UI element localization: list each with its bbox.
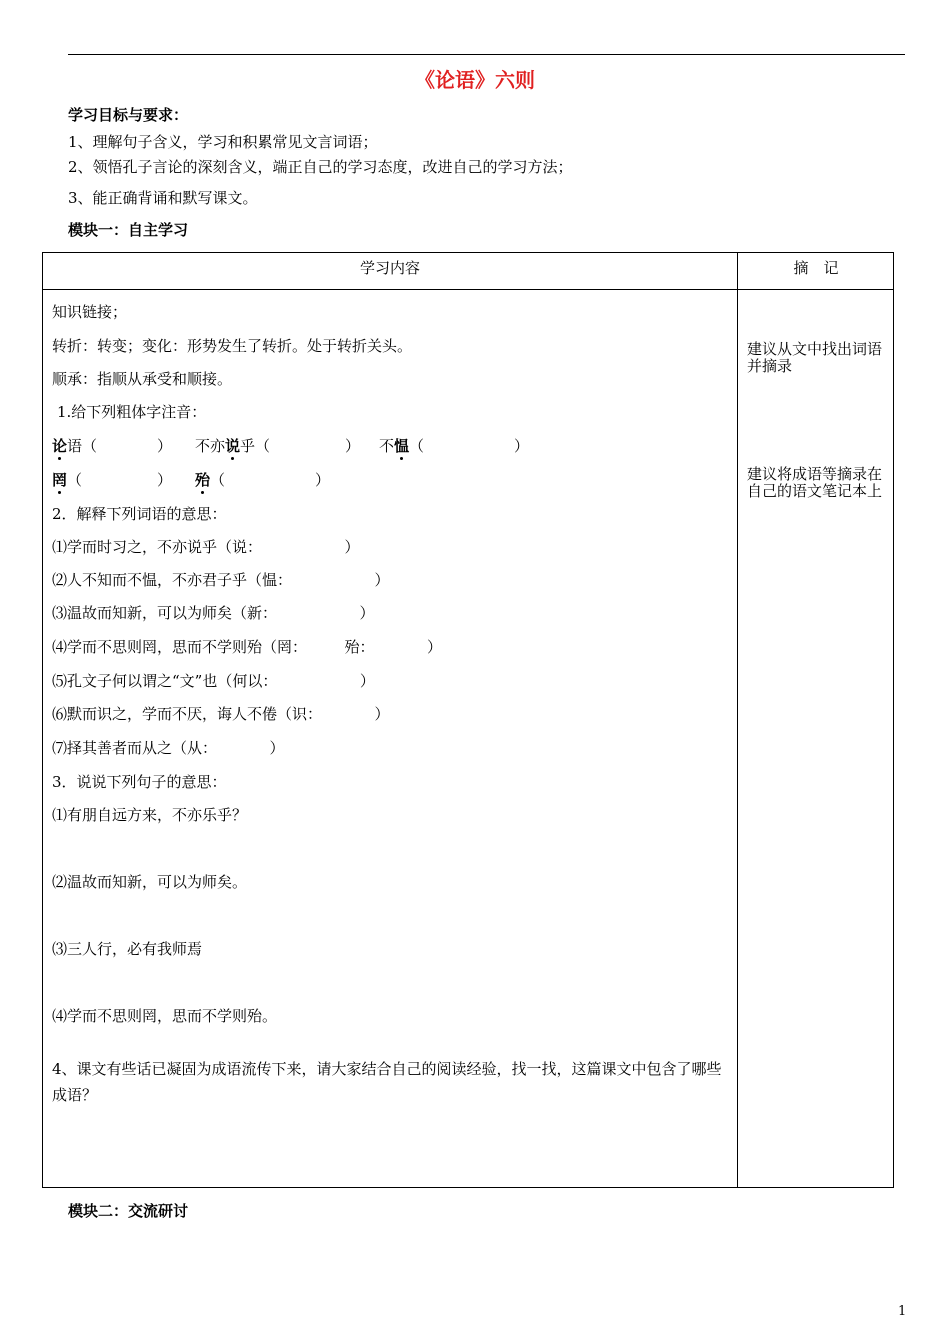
q2-item: ⑴学而时习之，不亦说乎（说： ） xyxy=(52,538,360,556)
column-header-notes: 摘 记 xyxy=(793,259,839,277)
q4-text: 4、课文有些话已凝固为成语流传下来，请大家结合自己的阅读经验，找一找，这篇课文中包含了哪些成语？ xyxy=(52,1060,722,1104)
top-rule xyxy=(68,54,905,55)
q1-heading: 1.给下列粗体字注音： xyxy=(57,403,207,421)
q2-heading: 2．解释下列词语的意思： xyxy=(52,505,227,523)
emphasized-char: 罔 xyxy=(52,471,68,489)
page-title: 《论语》六则 xyxy=(415,68,535,92)
page-number: 1 xyxy=(898,1304,907,1319)
knowledge-heading: 知识链接； xyxy=(52,303,128,321)
knowledge-line: 转折：转变；变化：形势发生了转折。处于转折关头。 xyxy=(52,337,413,355)
q3-item: ⑶三人行，必有我师焉 xyxy=(52,940,203,958)
q3-item: ⑷学而不思则罔，思而不学则殆。 xyxy=(52,1007,278,1025)
knowledge-line: 顺承：指顺从承受和顺接。 xyxy=(52,370,233,388)
q2-item: ⑺择其善者而从之（从： ） xyxy=(52,739,285,757)
q3-item: ⑴有朋自远方来，不亦乐乎？ xyxy=(52,806,248,824)
module1-heading: 模块一：自主学习 xyxy=(68,221,189,239)
study-table xyxy=(42,252,894,1188)
module2-heading: 模块二：交流研讨 xyxy=(68,1202,189,1220)
table-column-rule xyxy=(737,253,738,1187)
pinyin-item: 罔（ ） xyxy=(52,471,173,489)
emphasized-char: 殆 xyxy=(195,471,211,489)
q3-item: ⑵温故而知新，可以为师矣。 xyxy=(52,873,248,891)
pinyin-item: 不亦说乎（ ） xyxy=(195,437,361,455)
pinyin-item: 论语（ ） xyxy=(52,437,173,455)
note-text: 建议将成语等摘录在自己的语文笔记本上 xyxy=(747,465,883,500)
objective-item: 2、领悟孔子言论的深刻含义，端正自己的学习态度，改进自己的学习方法； xyxy=(68,158,573,176)
q2-item: ⑶温故而知新，可以为师矣（新： ） xyxy=(52,604,375,622)
objective-item: 3、能正确背诵和默写课文。 xyxy=(68,189,258,207)
table-header-rule xyxy=(43,289,893,290)
pinyin-item: 殆（ ） xyxy=(195,471,331,489)
q2-item: ⑵人不知而不愠，不亦君子乎（愠： ） xyxy=(52,571,390,589)
emphasized-char: 说 xyxy=(225,437,241,455)
note-text: 建议从文中找出词语并摘录 xyxy=(747,340,883,375)
q2-item: ⑷学而不思则罔，思而不学则殆（罔： 殆： ） xyxy=(52,638,443,656)
pinyin-item: 不愠（ ） xyxy=(379,437,530,455)
q2-item: ⑹默而识之，学而不厌，诲人不倦（识： ） xyxy=(52,705,390,723)
emphasized-char: 论 xyxy=(52,437,68,455)
emphasized-char: 愠 xyxy=(394,437,410,455)
objective-item: 1、理解句子含义，学习和积累常见文言词语； xyxy=(68,133,378,151)
q2-item: ⑸孔文子何以谓之“文”也（何以： ） xyxy=(52,672,375,690)
objectives-heading: 学习目标与要求： xyxy=(68,106,189,124)
q3-heading: 3．说说下列句子的意思： xyxy=(52,773,227,791)
column-header-content: 学习内容 xyxy=(359,259,420,277)
